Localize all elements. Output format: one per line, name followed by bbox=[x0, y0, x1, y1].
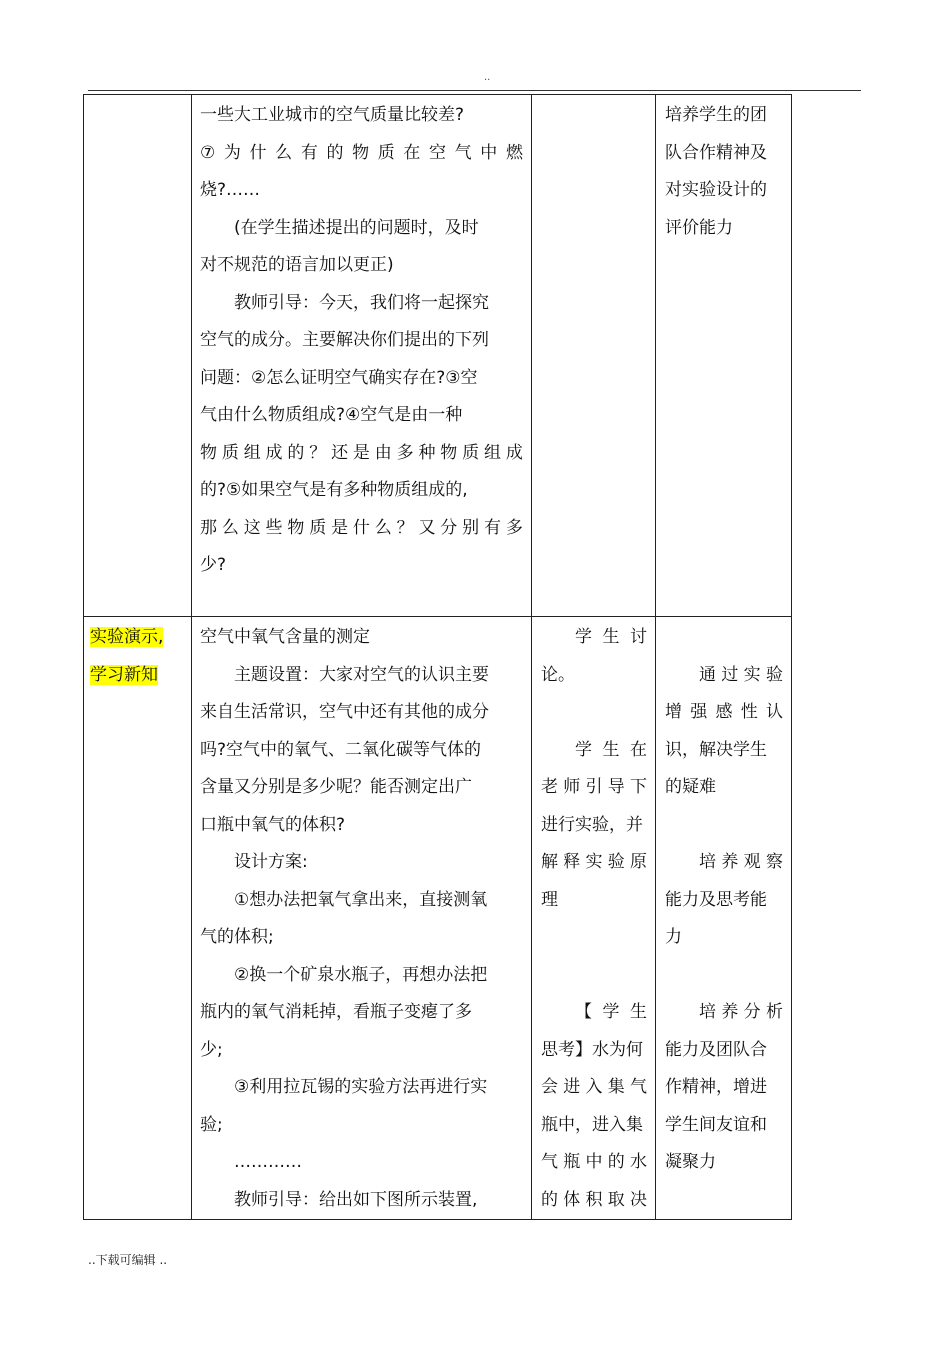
student-text-line: 会 进 入 集 气 bbox=[541, 1077, 647, 1097]
student-text-line: 学 生 讨 bbox=[575, 627, 647, 647]
student-text-line: 的 体 积 取 决 bbox=[541, 1189, 647, 1210]
content-text-line: 烧?…… bbox=[200, 180, 261, 200]
content-text-line: 空气中氧气含量的测定 bbox=[200, 627, 370, 647]
intent-text-line: 培 养 观 察 bbox=[699, 852, 783, 872]
content-text-line: 那 么 这 些 物 质 是 什 么 ？ 又 分 别 有 多 bbox=[200, 517, 523, 538]
content-text-line: 气由什么物质组成?④空气是由一种 bbox=[200, 405, 463, 425]
student-text-line: 老 师 引 导 下 bbox=[541, 777, 647, 797]
content-text-line: 空气的成分。主要解决你们提出的下列 bbox=[200, 330, 489, 350]
content-text-line: ………… bbox=[234, 1152, 302, 1172]
highlighted-stage-label: 学习新知 bbox=[90, 664, 158, 685]
intent-text-line: 培养学生的团 bbox=[665, 105, 767, 125]
page-header-mark: .. bbox=[484, 72, 491, 83]
intent-text-line: 作精神，增进 bbox=[665, 1077, 767, 1097]
intent-text-line: 能力及思考能 bbox=[665, 889, 767, 910]
table-row bbox=[84, 95, 792, 617]
student-text-line bbox=[541, 694, 647, 732]
student-text-line: 瓶中，进入集 bbox=[541, 1114, 643, 1135]
lesson-plan-table bbox=[83, 94, 792, 1220]
content-text-line: 教师引导：给出如下图所示装置, bbox=[234, 1189, 478, 1210]
header-rule bbox=[88, 90, 861, 91]
content-text-line: 验; bbox=[200, 1114, 223, 1135]
highlighted-stage-label: 实验演示, bbox=[90, 627, 164, 647]
content-text-line: (在学生描述提出的问题时，及时 bbox=[234, 217, 479, 238]
content-cell bbox=[192, 95, 532, 617]
content-text-line: 教师引导：今天，我们将一起探究 bbox=[234, 292, 489, 313]
content-text-line: 的?⑤如果空气是有多种物质组成的, bbox=[200, 480, 468, 500]
student-text-line: 论。 bbox=[541, 664, 575, 685]
intent-text-line: 培 养 分 析 bbox=[699, 1002, 783, 1022]
content-text-line: 吗?空气中的氧气、二氧化碳等气体的 bbox=[200, 739, 482, 760]
intent-text-line bbox=[665, 807, 783, 845]
intent-text-line: 识，解决学生 bbox=[665, 739, 767, 760]
content-text-line: ①想办法把氧气拿出来，直接测氧 bbox=[234, 889, 488, 910]
student-text-line: 进行实验，并 bbox=[541, 814, 643, 835]
stage-cell bbox=[84, 95, 192, 617]
content-text-line: 少? bbox=[200, 555, 227, 575]
student-activity-cell bbox=[532, 95, 656, 617]
student-text-line: 理 bbox=[541, 889, 558, 910]
page-footer: ..下载可编辑 .. bbox=[88, 1253, 168, 1267]
content-text-line: 设计方案: bbox=[234, 852, 308, 872]
student-activity-cell bbox=[532, 617, 656, 1220]
content-text-line: ②换一个矿泉水瓶子，再想办法把 bbox=[234, 964, 488, 985]
intent-text-line: 对实验设计的 bbox=[665, 180, 767, 200]
stage-cell bbox=[84, 617, 192, 1220]
stage-text-line bbox=[90, 619, 185, 657]
content-text-line: 含量又分别是多少呢？能否测定出广 bbox=[200, 777, 472, 797]
intent-text-line: 的疑难 bbox=[665, 777, 716, 797]
content-text-line: 口瓶中氧气的体积? bbox=[200, 814, 346, 835]
intent-text-line: 队合作精神及 bbox=[665, 142, 767, 163]
student-text-line: 思考】水为何 bbox=[541, 1039, 643, 1060]
content-text-line: 一些大工业城市的空气质量比较差? bbox=[200, 105, 465, 125]
content-cell bbox=[192, 617, 532, 1220]
intent-text-line: 学生间友谊和 bbox=[665, 1114, 767, 1135]
content-text-line: 对不规范的语言加以更正) bbox=[200, 255, 394, 275]
intent-text-line: 增 强 感 性 认 bbox=[665, 702, 783, 722]
intent-text-line: 力 bbox=[665, 927, 682, 947]
content-text-line: 物 质 组 成 的 ？ 还 是 由 多 种 物 质 组 成 bbox=[200, 442, 523, 463]
content-text-line: 来自生活常识，空气中还有其他的成分 bbox=[200, 702, 489, 722]
design-intent-cell bbox=[656, 95, 792, 617]
content-text-line: ③利用拉瓦锡的实验方法再进行实 bbox=[234, 1077, 488, 1097]
student-text-line: 【 学 生 bbox=[575, 1002, 647, 1022]
design-intent-cell bbox=[656, 617, 792, 1220]
content-text-line: 少; bbox=[200, 1039, 223, 1060]
table-row bbox=[84, 617, 792, 1220]
student-text-line: 学 生 在 bbox=[575, 739, 647, 760]
intent-text-line bbox=[665, 619, 783, 657]
intent-text-line bbox=[665, 957, 783, 995]
content-text-line: ⑦ 为 什 么 有 的 物 质 在 空 气 中 燃 bbox=[200, 142, 523, 163]
intent-text-line: 凝聚力 bbox=[665, 1152, 716, 1172]
content-text-line: 主题设置：大家对空气的认识主要 bbox=[234, 664, 489, 685]
stage-text-line bbox=[90, 657, 185, 695]
intent-text-line: 评价能力 bbox=[665, 217, 733, 238]
student-text-line bbox=[541, 919, 647, 957]
content-text-line: 问题：②怎么证明空气确实存在?③空 bbox=[200, 367, 478, 388]
student-text-line: 气 瓶 中 的 水 bbox=[541, 1152, 647, 1172]
content-text-line: 瓶内的氧气消耗掉，看瓶子变瘪了多 bbox=[200, 1002, 472, 1022]
intent-text-line: 通 过 实 验 bbox=[699, 664, 783, 685]
intent-text-line: 能力及团队合 bbox=[665, 1039, 767, 1060]
student-text-line: 解 释 实 验 原 bbox=[541, 852, 647, 872]
content-text-line: 气的体积; bbox=[200, 927, 274, 947]
student-text-line bbox=[541, 957, 647, 995]
